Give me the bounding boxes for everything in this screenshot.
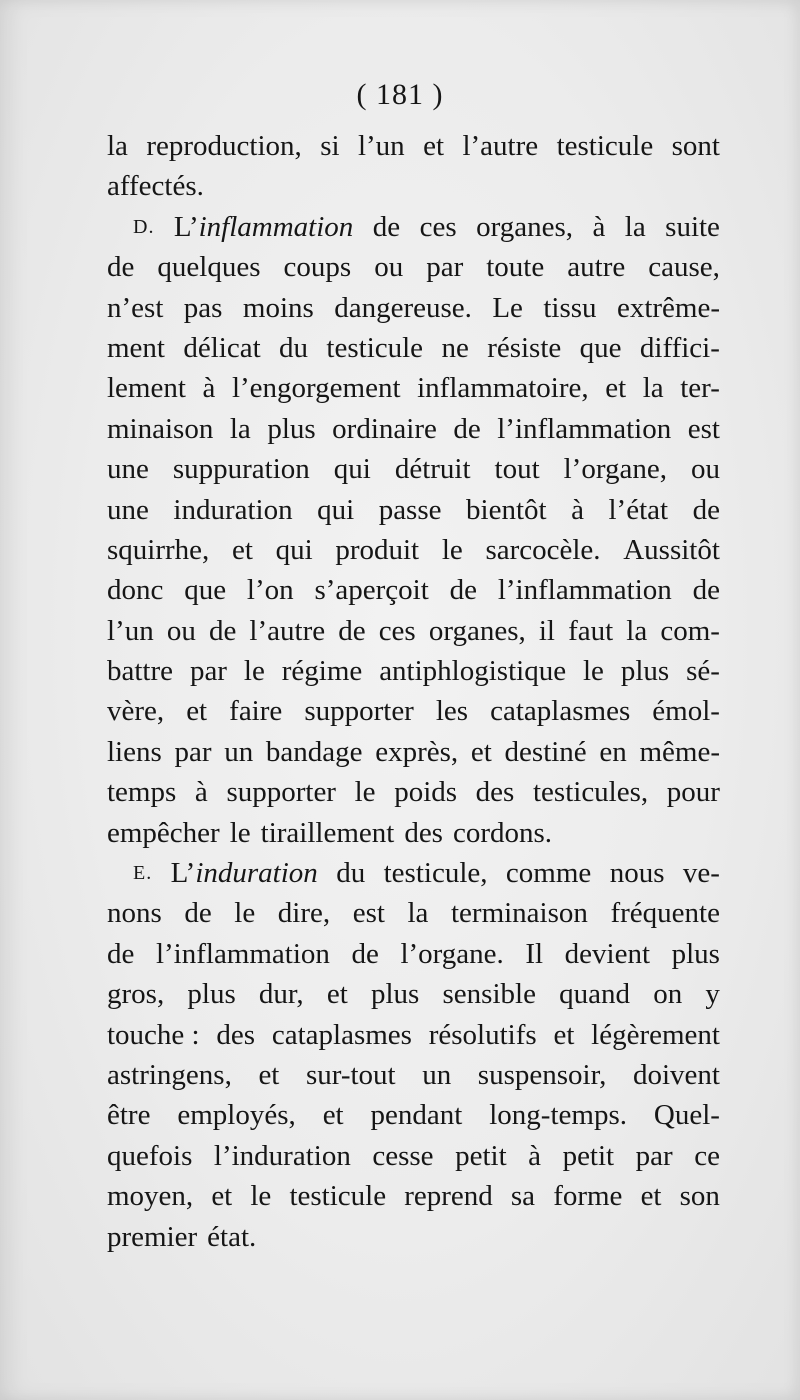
text-line [107,490,720,530]
word: battre [107,655,174,688]
word: induration [173,493,293,526]
word: bandage [265,735,363,768]
word: sa [510,1180,536,1213]
text-line [107,1095,720,1135]
word: sarcocèle. [485,533,601,566]
word: l’un [357,130,405,162]
word: la [407,897,429,930]
word: il [538,614,555,647]
word: Le [492,291,523,324]
word: en [599,735,627,768]
word: moins [242,291,314,324]
word: est [352,897,385,930]
word: squirrhe, [107,533,210,566]
word: cordons. [452,816,553,849]
word: toute [486,251,545,284]
word: quand [559,978,631,1011]
word: état. [207,1220,257,1253]
text-line [107,691,720,731]
word: L’inflammation [173,210,354,243]
word: faut [568,614,614,647]
word: de [107,251,135,284]
word: que [184,574,227,607]
word: l’un [107,614,154,647]
word: même- [639,735,720,768]
word: n’est [107,291,164,324]
word: empêcher [107,816,220,849]
word: poids [394,776,458,809]
word: diffici- [639,331,720,364]
word: et [322,1099,344,1132]
text-line [107,1055,720,1095]
word: nous [609,857,665,890]
text-line [107,570,720,610]
word: petit [562,1139,615,1172]
word: tissu [543,291,597,324]
word: un [224,735,254,768]
italic-term: induration [195,857,318,890]
section-marker: D. [133,215,155,238]
word: le [441,533,463,566]
word: testicule [289,1180,387,1213]
word: de [453,412,481,445]
text-line [107,732,720,772]
word: ter- [680,372,720,405]
text-line [107,853,720,893]
word: testicule [556,130,654,162]
word: des [475,776,515,809]
word: employés, [177,1099,296,1132]
word: à [194,776,208,809]
word: l’on [246,574,294,607]
word: Aussitôt [623,533,720,566]
word: qui [333,453,371,486]
word: supporter [226,776,336,809]
word: ou [374,251,404,284]
text-line [107,530,720,570]
word: plus [620,655,670,688]
word: ces [378,614,416,647]
word: de [372,210,401,243]
word: régime [281,655,363,688]
word: et [231,533,253,566]
word: l’organe, [563,453,667,486]
text-line [107,368,720,408]
word: l’inflammation [497,574,672,607]
word: est [687,412,720,445]
word: un [422,1058,452,1091]
word: L’induration [170,857,318,890]
text-line [107,409,720,449]
word: plus [370,978,420,1011]
word: s’aperçoit [314,574,429,607]
text-line [107,166,720,206]
word: de [692,574,720,607]
word: ordinaire [332,412,437,445]
word: devient [564,937,651,970]
word: délicat [183,331,261,364]
word: la [626,614,648,647]
word: de [338,614,366,647]
word: pendant [370,1099,463,1132]
word: doivent [632,1058,720,1091]
text-line [107,1136,720,1176]
text-line [107,449,720,489]
word: extrême- [616,291,720,324]
word: plus [267,412,316,445]
word: du [336,857,366,890]
text-line [107,1217,720,1257]
word: le [234,897,256,930]
word: de [208,614,237,647]
word: coups [283,251,352,284]
word: par [174,735,212,768]
word: la [229,412,251,445]
word: on [653,978,683,1011]
word: produit [335,533,420,566]
word: résolutifs [428,1018,537,1051]
text-line [107,247,720,287]
text-line [107,651,720,691]
text-line [107,328,720,368]
word: y [705,978,720,1011]
word: l’autre [462,130,539,162]
word: que [579,331,622,364]
text-line [107,934,720,974]
text-line [107,1015,720,1055]
word: et [470,735,492,768]
word: l’inflammation [155,937,330,970]
word: reproduction, [146,130,302,162]
word: par [426,251,464,284]
word: tout [494,453,540,486]
word: des [216,1018,256,1051]
word: une [107,493,149,526]
word: bientôt [466,493,547,526]
word: liens [107,735,162,768]
word: ment [107,331,165,364]
word: à [571,493,584,526]
word: Quel- [653,1099,720,1132]
text-line [107,893,720,933]
word: la [642,372,664,405]
word: de [449,574,477,607]
word: testicule [326,331,424,364]
word: la [624,210,646,243]
word: son [679,1180,720,1213]
word: être [107,1099,151,1132]
word: quefois [107,1139,193,1172]
word: ou [690,453,720,486]
word: astringens, [107,1058,232,1091]
word: cesse [372,1139,434,1172]
word: le [250,1180,272,1213]
word: sont [671,130,720,162]
word: le [354,776,376,809]
word: autre [567,251,626,284]
word: et [211,1180,233,1213]
word: ne [441,331,469,364]
word: détruit [394,453,471,486]
section-marker: E. [133,862,153,885]
word: cataplasmes [490,695,631,728]
text-line [107,207,720,247]
word: affectés. [107,170,204,203]
word: de [692,493,720,526]
word: fréquente [610,897,720,930]
word: si [320,130,340,162]
word: la [107,130,128,162]
text-line [107,288,720,328]
word: l’induration [213,1139,351,1172]
word: à [202,372,216,405]
word: émol- [652,695,720,728]
word: vère, [107,695,165,728]
word: inflammatoire, [417,372,589,405]
text-line [107,974,720,1014]
word: organes, [476,210,573,243]
word: testicules, [532,776,649,809]
word: ve- [682,857,720,890]
word: premier [107,1220,198,1253]
word: nons [107,897,162,930]
word: suite [665,210,720,243]
word: et [186,695,208,728]
word: tiraillement [260,816,395,849]
word: cause, [648,251,720,284]
word: lement [107,372,186,405]
word: gros, [107,978,165,1011]
italic-term: inflammation [198,210,354,243]
word: par [635,1139,673,1172]
word: Il [525,937,544,970]
text-line [107,1176,720,1216]
body-text [107,126,720,1257]
word: minaison [107,412,214,445]
word: supporter [304,695,414,728]
word: touche : [107,1018,200,1051]
word: ces [419,210,457,243]
word: sur-tout [305,1058,396,1091]
word: des [404,816,443,849]
word: plus [187,978,236,1011]
word: l’état [608,493,669,526]
word: ou [166,614,196,647]
word: reprend [404,1180,493,1213]
text-line [107,611,720,651]
word: et [423,130,445,162]
word: quelques [157,251,261,284]
word: de [184,897,212,930]
word: dangereuse. [334,291,472,324]
word: du [279,331,309,364]
word: légèrement [591,1018,720,1051]
word: les [435,695,469,728]
word: sé- [686,655,720,688]
word: donc [107,574,164,607]
word: testicule, [383,857,488,890]
word: plus [671,937,720,970]
word: long-temps. [489,1099,627,1132]
word: petit [455,1139,507,1172]
word: organes, [428,614,526,647]
text-line [107,126,720,166]
word: terminaison [450,897,588,930]
page-number: ( 181 ) [356,78,444,111]
word: destiné [504,735,587,768]
word: à [528,1139,542,1172]
word: faire [229,695,283,728]
word: et [605,372,627,405]
word: exprès, [375,735,459,768]
word: de [351,937,379,970]
word: le [229,816,251,849]
word: dur, [258,978,304,1011]
word: pas [183,291,223,324]
word: comme [505,857,592,890]
word: ce [694,1139,720,1172]
word: antiphlogistique [379,655,567,688]
word: le [582,655,604,688]
word: résiste [487,331,562,364]
word: suspensoir, [477,1058,607,1091]
word: sensible [442,978,536,1011]
text-line [107,772,720,812]
word: forme [553,1180,623,1213]
word: l’organe. [400,937,504,970]
word: et [640,1180,662,1213]
word: dire, [277,897,331,930]
word: à [592,210,606,243]
word: com- [660,614,720,647]
word: passe [378,493,442,526]
word: temps [107,776,177,809]
word: le [243,655,265,688]
word: et [258,1058,280,1091]
word: par [189,655,227,688]
text-line [107,813,720,853]
word: qui [275,533,313,566]
word: et [553,1018,575,1051]
word: une [107,453,149,486]
word: cataplasmes [271,1018,412,1051]
word: l’engorgement [231,372,401,405]
word: qui [317,493,355,526]
word: l’inflammation [497,412,672,445]
word: pour [666,776,720,809]
word: et [326,978,348,1011]
word: suppuration [172,453,310,486]
word: de [107,937,135,970]
word: l’autre [249,614,326,647]
word: moyen, [107,1180,194,1213]
